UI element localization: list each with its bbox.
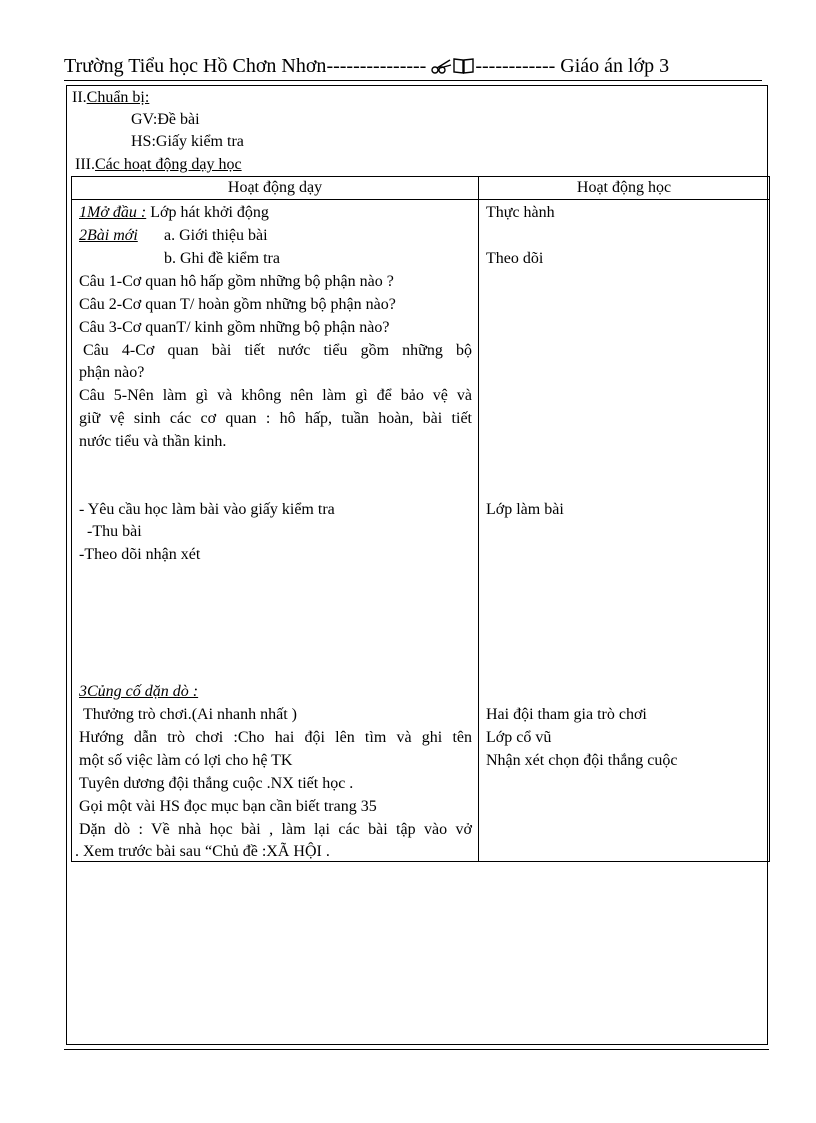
item-a: a. Giới thiệu bài [164, 227, 268, 244]
column-header-teaching: Hoạt động dạy [227, 179, 323, 196]
praise-line: Tuyên dương đội thắng cuộc .NX tiết học . [79, 775, 354, 792]
section-2-heading [72, 87, 149, 109]
scissors-icon [431, 55, 453, 83]
question-5-line-1: Câu 5-Nên làm gì và không nên làm gì để bảo vệ và [79, 387, 472, 404]
header-divider [64, 80, 762, 81]
section-3-title: Các hoạt động dạy học [94, 156, 242, 173]
intro-text: Lớp hát khởi động [146, 204, 269, 221]
column-header-learning: Hoạt động học [576, 179, 672, 196]
school-name: Trường Tiểu học Hồ Chơn Nhơn [64, 55, 327, 77]
book-icon [453, 55, 475, 83]
item-b: b. Ghi đề kiểm tra [164, 250, 280, 267]
collect-work: -Thu bài [87, 523, 142, 540]
section-2-number: II. [72, 89, 87, 106]
game-guide-line-2: một số việc làm có lợi cho hệ TK [79, 752, 293, 769]
section-3-number: III. [75, 156, 95, 173]
learn-teams: Hai đội tham gia trò chơi [486, 706, 647, 723]
read-line: Gọi một vài HS đọc mục bạn cần biết trang 35 [79, 798, 377, 815]
footer-divider [64, 1049, 769, 1050]
header-dashes-right: ------------ [475, 55, 556, 77]
learn-cheer: Lớp cổ vũ [486, 729, 552, 746]
homework-line-2: . Xem trước bài sau “Chủ đề :XÃ HỘI . [75, 843, 330, 860]
learn-do-work: Lớp làm bài [486, 501, 564, 518]
table-column-divider [478, 176, 479, 862]
new-lesson-label: 2Bài mới [79, 227, 138, 244]
question-4-line-1: Câu 4-Cơ quan bài tiết nước tiểu gồm những bộ [83, 342, 472, 359]
question-2: Câu 2-Cơ quan T/ hoàn gồm những bộ phận nào? [79, 296, 396, 313]
consolidate-label: 3Củng cố dặn dò : [79, 683, 199, 700]
request-work: - Yêu cầu học làm bài vào giấy kiểm tra [79, 501, 335, 518]
game-reward: Thưởng trò chơi.(Ai nhanh nhất ) [83, 706, 297, 723]
learn-practice: Thực hành [486, 204, 555, 221]
header-subject: Giáo án lớp 3 [560, 55, 670, 77]
question-5-line-3: nước tiểu và thần kinh. [79, 433, 227, 450]
question-1: Câu 1-Cơ quan hô hấp gồm những bộ phận nào ? [79, 273, 394, 290]
page-header [64, 52, 764, 80]
homework-line-1: Dặn dò : Về nhà học bài , làm lại các bài tập vào vở [79, 821, 472, 838]
header-dashes-left: --------------- [326, 55, 427, 77]
intro-label: 1Mở đầu : [79, 204, 147, 221]
prep-student: HS:Giấy kiểm tra [131, 133, 244, 150]
game-guide-line-1: Hướng dẫn trò chơi :Cho hai đội lên tìm và ghi tên [79, 729, 472, 746]
section-3-heading [75, 154, 242, 176]
follow-comment: -Theo dõi nhận xét [79, 546, 201, 563]
question-3: Câu 3-Cơ quanT/ kinh gồm những bộ phận nào? [79, 319, 390, 336]
question-5-line-2: giữ vệ sinh các cơ quan : hô hấp, tuần hoàn, bài tiết [79, 410, 472, 427]
prep-teacher: GV:Đề bài [131, 111, 200, 128]
intro-row [79, 202, 269, 224]
section-2-title: Chuẩn bị: [86, 89, 150, 106]
table-header-divider [71, 199, 770, 200]
learn-watch: Theo dõi [486, 250, 544, 267]
question-4-line-2: phận nào? [79, 364, 145, 381]
learn-judge: Nhận xét chọn đội thắng cuộc [486, 752, 678, 769]
